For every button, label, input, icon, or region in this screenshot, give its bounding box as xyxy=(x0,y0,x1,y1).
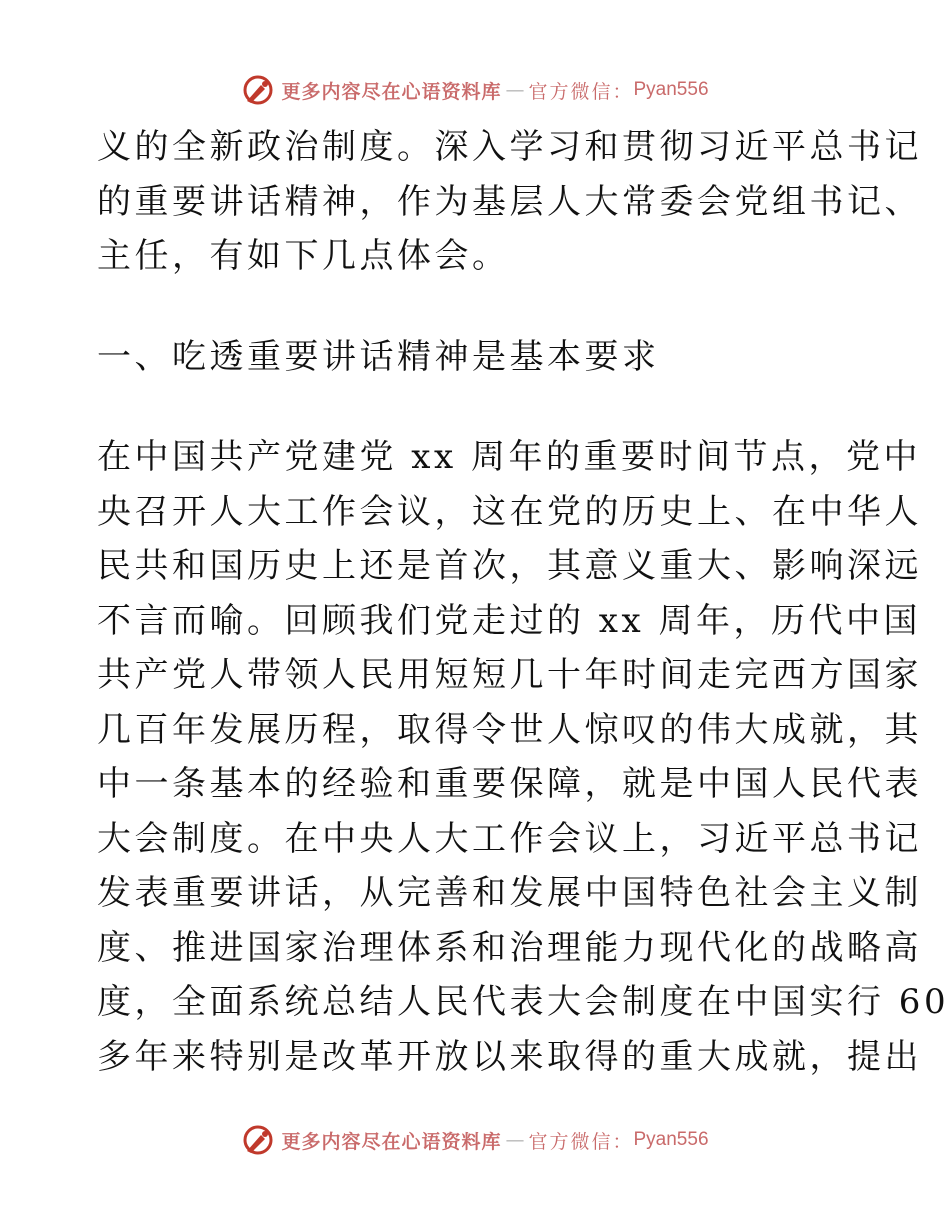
text-line: 央召开人大工作会议，这在党的历史上、在中华人 xyxy=(97,491,922,532)
footer-separator: — xyxy=(505,1129,525,1151)
header-wechat-handle: Pyan556 xyxy=(633,79,709,100)
header-brand-text: 更多内容尽在心语资料库 xyxy=(281,80,502,103)
paragraph-gap xyxy=(97,284,857,330)
text-line: 度、推进国家治理体系和治理能力现代化的战略高 xyxy=(97,927,922,968)
text-line: 不言而喻。回顾我们党走过的 xx 周年，历代中国 xyxy=(97,600,921,641)
text-line: 主任，有如下几点体会。 xyxy=(97,236,510,276)
pen-circle-logo-icon xyxy=(241,1123,275,1157)
text-line: 的重要讲话精神，作为基层人大常委会党组书记、 xyxy=(97,181,922,222)
pen-circle-logo-icon xyxy=(241,73,275,107)
footer-banner xyxy=(0,1120,950,1160)
text-line: 多年来特别是改革开放以来取得的重大成就，提出 xyxy=(97,1036,922,1077)
text-line: 几百年发展历程，取得令世人惊叹的伟大成就，其 xyxy=(97,709,922,750)
paragraph-continuation xyxy=(97,120,922,284)
header-banner xyxy=(0,70,950,110)
paragraph-body xyxy=(97,430,950,1084)
footer-brand-text: 更多内容尽在心语资料库 xyxy=(281,1130,502,1153)
header-wechat-label: 官方微信： xyxy=(528,80,634,103)
text-line: 大会制度。在中央人大工作会议上，习近平总书记 xyxy=(97,818,922,859)
paragraph-gap xyxy=(97,384,857,430)
text-line: 共产党人带领人民用短短几十年时间走完西方国家 xyxy=(97,655,922,695)
header-separator: — xyxy=(505,79,525,101)
text-line: 民共和国历史上还是首次，其意义重大、影响深远 xyxy=(97,546,922,586)
text-line: 度，全面系统总结人民代表大会制度在中国实行 60 xyxy=(97,982,950,1022)
text-line: 义的全新政治制度。深入学习和贯彻习近平总书记 xyxy=(97,127,922,167)
footer-wechat-handle: Pyan556 xyxy=(633,1129,709,1150)
footer-wechat-label: 官方微信： xyxy=(528,1130,634,1153)
text-line: 发表重要讲话，从完善和发展中国特色社会主义制 xyxy=(97,873,922,913)
text-line: 在中国共产党建党 xx 周年的重要时间节点，党中 xyxy=(97,437,921,477)
document-body xyxy=(97,120,950,1084)
section-heading: 一、吃透重要讲话精神是基本要求 xyxy=(97,336,660,377)
text-line: 中一条基本的经验和重要保障，就是中国人民代表 xyxy=(97,764,922,804)
